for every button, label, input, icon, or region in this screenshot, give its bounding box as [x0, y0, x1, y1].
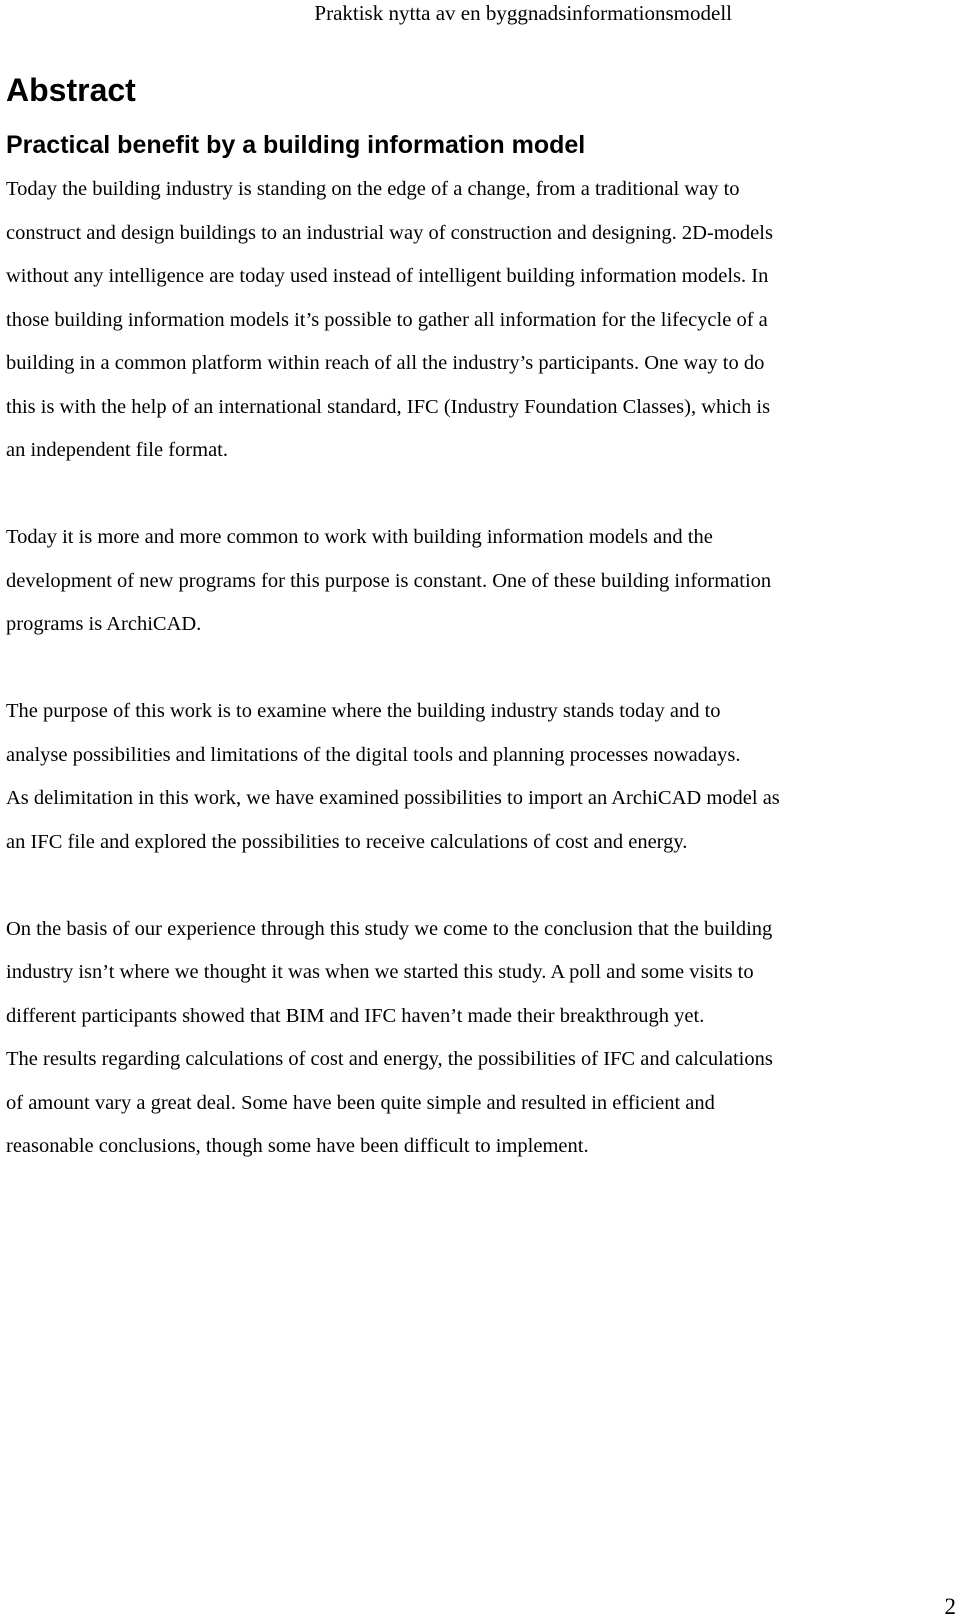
- paragraph-spacer: [6, 864, 950, 908]
- paragraph-line: development of new programs for this purpose is constant. One of these building information: [6, 569, 772, 592]
- abstract-title: Practical benefit by a building information model: [6, 131, 586, 159]
- paragraph-line: those building information models it’s possible to gather all information for the lifecycle of a: [6, 308, 768, 331]
- page-number: 2: [944, 1594, 956, 1619]
- paragraph-line: The purpose of this work is to examine where the building industry stands today and to: [6, 700, 721, 722]
- paragraph-line: an independent file format.: [6, 439, 228, 461]
- paragraph-line: this is with the help of an international standard, IFC (Industry Foundation Classes), which is: [6, 395, 771, 418]
- paragraph-line: construct and design buildings to an industrial way of construction and designing. 2D-models: [6, 221, 773, 244]
- paragraph-2: [6, 516, 950, 647]
- running-header: Praktisk nytta av en byggnadsinformationsmodell: [314, 1, 732, 25]
- paragraph-spacer: [6, 647, 950, 691]
- paragraph-line: programs is ArchiCAD.: [6, 613, 202, 635]
- paragraph-line: As delimitation in this work, we have examined possibilities to import an ArchiCAD model as: [6, 787, 780, 809]
- paragraph-line: different participants showed that BIM and IFC haven’t made their breakthrough yet.: [6, 1004, 705, 1027]
- paragraph-3: [6, 690, 950, 864]
- abstract-heading: Abstract: [6, 72, 136, 108]
- paragraph-line: industry isn’t where we thought it was when we started this study. A poll and some visits to: [6, 961, 754, 983]
- paragraph-line: of amount vary a great deal. Some have been quite simple and resulted in efficient and: [6, 1091, 715, 1114]
- paragraph-4: [6, 908, 950, 1169]
- abstract-section: [6, 68, 950, 1169]
- paragraph-line: On the basis of our experience through this study we come to the conclusion that the building: [6, 917, 773, 940]
- paragraph-1: [6, 168, 950, 473]
- paragraph-line: Today the building industry is standing on the edge of a change, from a traditional way to: [6, 178, 740, 200]
- paragraph-line: The results regarding calculations of cost and energy, the possibilities of IFC and calculations: [6, 1048, 773, 1070]
- paragraph-line: an IFC file and explored the possibilities to receive calculations of cost and energy.: [6, 830, 688, 853]
- paragraph-line: Today it is more and more common to work with building information models and the: [6, 526, 713, 548]
- paragraph-line: reasonable conclusions, though some have been difficult to implement.: [6, 1135, 589, 1157]
- paragraph-line: without any intelligence are today used instead of intelligent building information models. In: [6, 265, 769, 287]
- paragraph-line: building in a common platform within reach of all the industry’s participants. One way to do: [6, 352, 765, 374]
- paragraph-spacer: [6, 473, 950, 517]
- paragraph-line: analyse possibilities and limitations of the digital tools and planning processes nowadays.: [6, 743, 741, 766]
